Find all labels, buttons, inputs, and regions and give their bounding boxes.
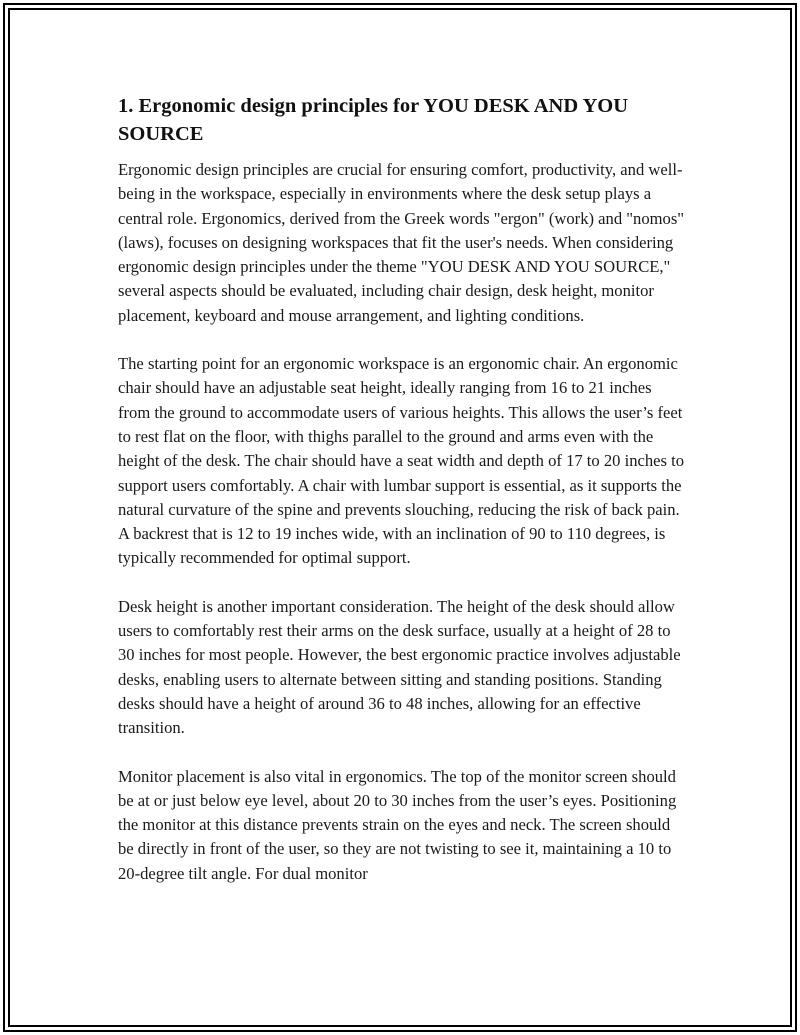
paragraph-desk-height: Desk height is another important consideration. The height of the desk should allow users to comfortably rest their arms on the desk surface, usually at a height of 28 to 30 inches for most people. However, the best ergonomic practice involves adjustable desks, enabling users to alternate between sitting and standing positions. Standing desks should have a height of around 36 to 48 inches, allowing for an effective transition. [118,596,681,738]
paragraph-monitor: Monitor placement is also vital in ergonomics. The top of the monitor screen should be at or just below eye level, about 20 to 30 inches from the user’s eyes. Positioning the monitor at this distance prevents strain on the eyes and neck. The screen should be directly in front of the user, so they are not twisting to see it, maintaining a 10 to 20-degree tilt angle. For dual monitor [118,766,677,883]
document-body [118,92,688,910]
section-heading: 1. Ergonomic design principles for YOU DESK AND YOU SOURCE [118,95,629,145]
paragraph-chair: The starting point for an ergonomic workspace is an ergonomic chair. An ergonomic chair should have an adjustable seat height, ideally ranging from 16 to 21 inches from the ground to accommodate users of various heights. This allows the user’s feet to rest flat on the floor, with thighs parallel to the ground and arms even with the height of the desk. The chair should have a seat width and depth of 17 to 20 inches to support users comfortably. A chair with lumbar support is essential, as it supports the natural curvature of the spine and prevents slouching, reducing the risk of back pain. A backrest that is 12 to 19 inches wide, with an inclination of 90 to 110 degrees, is typically recommended for optimal support. [118,354,685,568]
paragraph-intro: Ergonomic design principles are crucial for ensuring comfort, productivity, and well-being in the workspace, especially in environments where the desk setup plays a central role. Ergonomics, derived from the Greek words "ergon" (work) and "nomos" (laws), focuses on designing workspaces that fit the user's needs. When considering ergonomic design principles under the theme "YOU DESK AND YOU SOURCE," several aspects should be evaluated, including chair design, desk height, monitor placement, keyboard and mouse arrangement, and lighting conditions. [118,160,685,325]
